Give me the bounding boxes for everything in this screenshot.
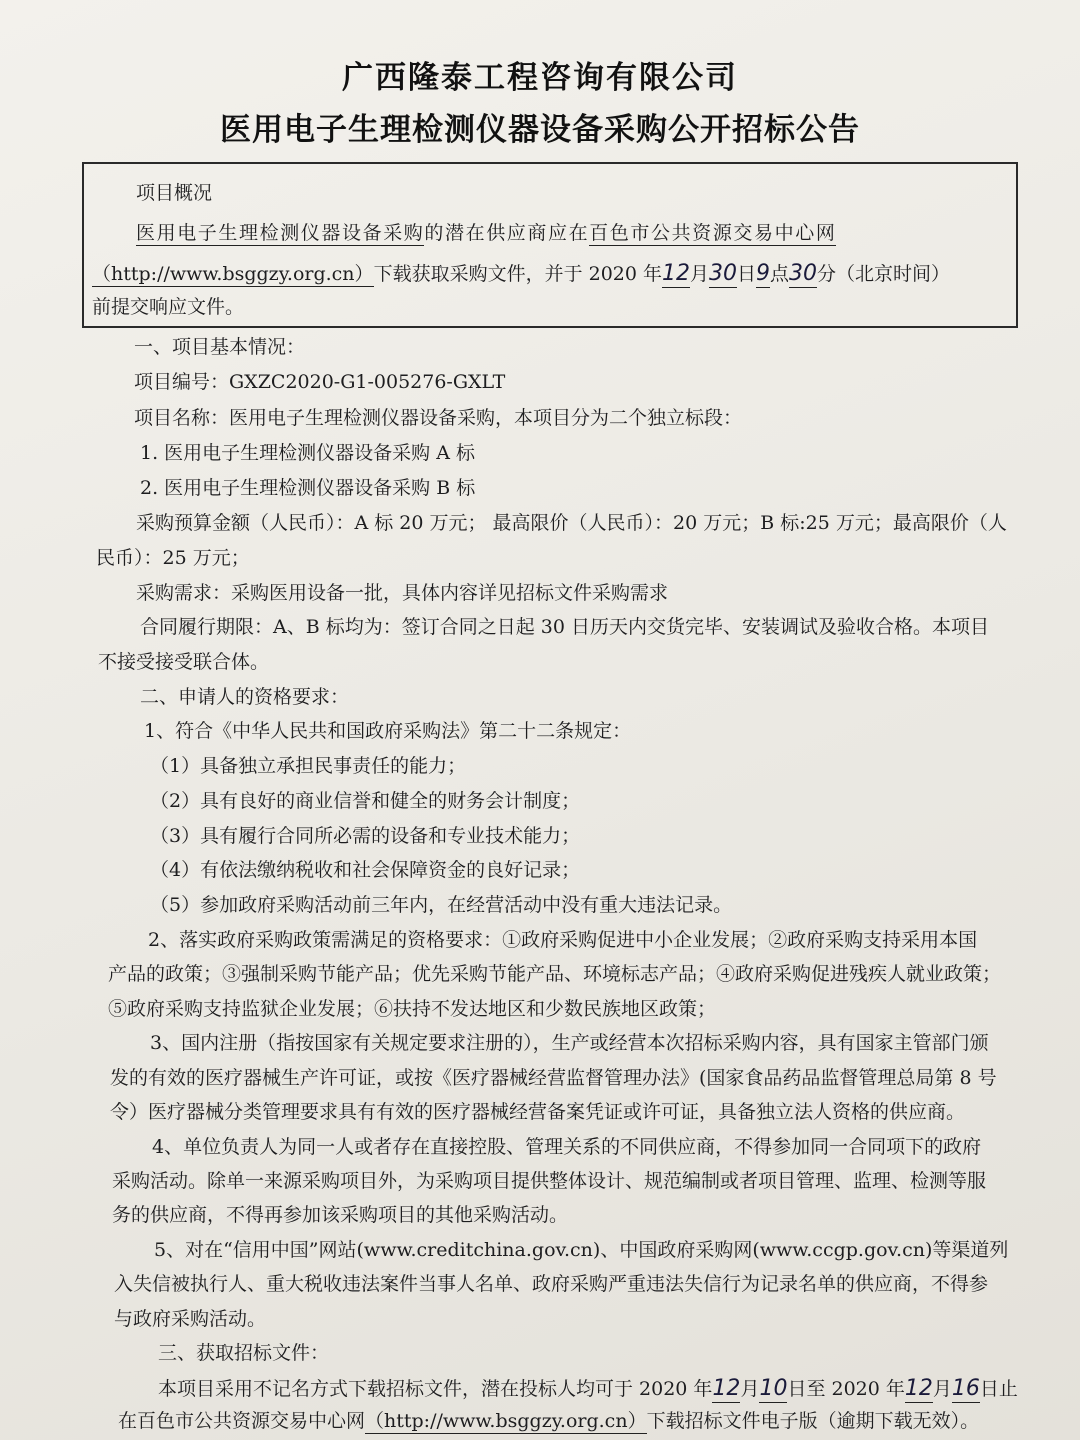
qualification-1-sub5: （5）参加政府采购活动前三年内，在经营活动中没有重大违法记录。 bbox=[150, 894, 733, 916]
qualification-2-line-1: 2、落实政府采购政策需满足的资格要求：①政府采购促进中小企业发展；②政府采购支持采用本国 bbox=[148, 929, 978, 951]
deadline-hour: 9 bbox=[756, 261, 771, 286]
announcement-title: 医用电子生理检测仪器设备采购公开招标公告 bbox=[220, 112, 860, 148]
qualification-5-line-3: 与政府采购活动。 bbox=[114, 1308, 267, 1330]
overview-url: （http://www.bsggzy.org.cn） bbox=[92, 263, 374, 285]
qualification-5-line-1: 5、对在“信用中国”网站(www.creditchina.gov.cn)、中国政府采购网(www.ccgp.gov.cn)等渠道列 bbox=[154, 1239, 1009, 1261]
qualification-4-line-1: 4、单位负责人为同一人或者存在直接控股、管理关系的不同供应商，不得参加同一合同项下的政府 bbox=[152, 1136, 982, 1158]
qualification-3-line-1: 3、国内注册（指按国家有关规定要求注册的），生产或经营本次招标采购内容，具有国家主管部门颁 bbox=[150, 1032, 989, 1054]
section2-heading: 二、申请人的资格要求： bbox=[140, 686, 350, 708]
deadline-day: 30 bbox=[709, 261, 738, 286]
deadline-minute: 30 bbox=[789, 261, 818, 286]
overview-project-name: 医用电子生理检测仪器设备采购 bbox=[136, 222, 425, 244]
end-month: 12 bbox=[904, 1376, 933, 1401]
procurement-demand: 采购需求：采购医用设备一批，具体内容详见招标文件采购需求 bbox=[136, 582, 669, 604]
qualification-1-sub3: （3）具有履行合同所必需的设备和专业技术能力； bbox=[150, 825, 581, 847]
overview-line-1 bbox=[136, 224, 836, 243]
qualification-2-line-3: ⑤政府采购支持监狱企业发展；⑥扶持不发达地区和少数民族地区政策； bbox=[108, 998, 717, 1020]
budget-line-2: 民币）：25 万元； bbox=[96, 547, 250, 569]
project-number: 项目编号：GXZC2020-G1-005276-GXLT bbox=[134, 371, 506, 393]
qualification-1-sub2: （2）具有良好的商业信誉和健全的财务会计制度； bbox=[150, 790, 581, 812]
section3-heading: 三、获取招标文件： bbox=[158, 1342, 330, 1364]
start-day: 10 bbox=[759, 1376, 788, 1401]
overview-text-2: 下载获取采购文件，并于 2020 年 bbox=[373, 263, 662, 285]
download-site-line: 在百色市公共资源交易中心网（http://www.bsggzy.org.cn）下载招标文件电子版（逾期下载无效）。 bbox=[118, 1410, 980, 1432]
qualification-4-line-3: 务的供应商，不得再参加该采购项目的其他采购活动。 bbox=[112, 1204, 569, 1226]
download-url: （http://www.bsggzy.org.cn） bbox=[365, 1410, 647, 1432]
qualification-5-line-2: 入失信被执行人、重大税收违法案件当事人名单、政府采购严重违法失信行为记录名单的供应商，不得参 bbox=[114, 1273, 989, 1295]
contract-period-2: 不接受接受联合体。 bbox=[98, 651, 270, 673]
end-day: 16 bbox=[951, 1376, 980, 1401]
overview-site-name: 百色市公共资源交易中心网 bbox=[589, 222, 837, 244]
lot-a: 1. 医用电子生理检测仪器设备采购 A 标 bbox=[140, 442, 475, 464]
overview-line-2: （http://www.bsggzy.org.cn）下载获取采购文件，并于 2020 年12月30日9点30分（北京时间） bbox=[92, 261, 951, 286]
download-period-line: 本项目采用不记名方式下载招标文件，潜在投标人均可于 2020 年12月10日至 2020 年12月16日止 bbox=[158, 1376, 1018, 1401]
overview-text-1: 的潜在供应商应在 bbox=[424, 222, 590, 244]
company-name: 广西隆泰工程咨询有限公司 bbox=[342, 60, 738, 96]
budget-line-1: 采购预算金额（人民币）：A 标 20 万元； 最高限价（人民币）：20 万元；B 标:25 万元；最高限价（人 bbox=[136, 512, 1007, 534]
qualification-1: 1、符合《中华人民共和国政府采购法》第二十二条规定： bbox=[144, 720, 632, 742]
qualification-4-line-2: 采购活动。除单一来源采购项目外，为采购项目提供整体设计、规范编制或者项目管理、监理、检测等服 bbox=[112, 1170, 987, 1192]
qualification-1-sub1: （1）具备独立承担民事责任的能力； bbox=[150, 755, 467, 777]
qualification-3-line-2: 发的有效的医疗器械生产许可证，或按《医疗器械经营监督管理办法》(国家食品药品监督管理总局第 8 号 bbox=[110, 1067, 997, 1089]
qualification-2-line-2: 产品的政策；③强制采购节能产品；优先采购节能产品、环境标志产品；④政府采购促进残疾人就业政策； bbox=[108, 963, 1002, 985]
qualification-3-line-3: 令）医疗器械分类管理要求具有有效的医疗器械经营备案凭证或许可证，具备独立法人资格的供应商。 bbox=[110, 1101, 966, 1123]
overview-line-3: 前提交响应文件。 bbox=[92, 296, 245, 318]
qualification-1-sub4: （4）有依法缴纳税收和社会保障资金的良好记录； bbox=[150, 859, 581, 881]
overview-heading: 项目概况 bbox=[136, 182, 213, 204]
lot-b: 2. 医用电子生理检测仪器设备采购 B 标 bbox=[140, 477, 476, 499]
contract-period-1: 合同履行期限：A、B 标均为：签订合同之日起 30 日历天内交货完毕、安装调试及验收合格。本项目 bbox=[140, 616, 989, 638]
start-month: 12 bbox=[712, 1376, 741, 1401]
deadline-month: 12 bbox=[662, 261, 690, 286]
project-name: 项目名称：医用电子生理检测仪器设备采购，本项目分为二个独立标段： bbox=[134, 407, 743, 429]
section1-heading: 一、项目基本情况： bbox=[134, 336, 306, 358]
